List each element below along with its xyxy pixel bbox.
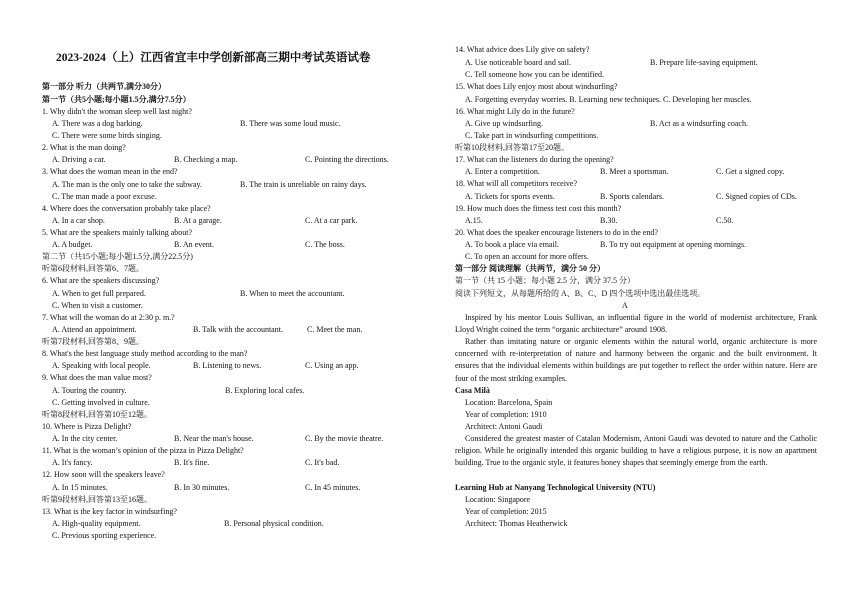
option-4c: C. At a car park. bbox=[305, 216, 358, 225]
option-2a: A. Driving a car. bbox=[52, 155, 106, 164]
option-7b: B. Talk with the accountant. bbox=[193, 325, 283, 334]
part2-heading: 第一部分 阅读理解（共两节，满分 50 分） bbox=[455, 264, 605, 273]
option-4b: B. At a garage. bbox=[174, 216, 222, 225]
option-14c: C. Tell someone how you can be identified. bbox=[465, 70, 605, 79]
option-16c: C. Take part in windsurfing competitions. bbox=[465, 131, 599, 140]
option-8a: A. Speaking with local people. bbox=[52, 361, 151, 370]
option-16b: B. Act as a windsurfing coach. bbox=[650, 119, 748, 128]
option-1a: A. There was a dog barking. bbox=[52, 119, 143, 128]
material-10: 听第10段材料,回答第17至20题。 bbox=[455, 143, 569, 152]
option-9a: A. Touring the country. bbox=[52, 386, 127, 395]
option-2b: B. Checking a map. bbox=[174, 155, 238, 164]
material-8: 听第8段材料,回答第10至12题。 bbox=[42, 410, 152, 419]
question-9: 9. What does the man value most? bbox=[42, 373, 152, 382]
question-3: 3. What does the woman mean in the end? bbox=[42, 167, 178, 176]
option-17a: A. Enter a competition. bbox=[465, 167, 540, 176]
option-6b: B. When to meet the accountant. bbox=[240, 289, 345, 298]
option-18b: B. Sports calendars. bbox=[600, 192, 664, 201]
option-17c: C. Get a signed copy. bbox=[716, 167, 785, 176]
option-1c: C. There were some birds singing. bbox=[52, 131, 162, 140]
casa-mila-year: Year of completion: 1910 bbox=[465, 410, 547, 419]
option-1b: B. There was some loud music. bbox=[240, 119, 341, 128]
option-10b: B. Near the man's house. bbox=[174, 434, 254, 443]
option-2c: C. Pointing the directions. bbox=[305, 155, 389, 164]
question-17: 17. What can the listeners do during the opening? bbox=[455, 155, 614, 164]
question-12: 12. How soon will the speakers leave? bbox=[42, 470, 165, 479]
question-16: 16. What might Lily do in the future? bbox=[455, 107, 575, 116]
passage-paragraph-1: Inspired by his mentor Louis Sullivan, an influential figure in the world of modernist architecture, Frank Lloyd Wright coined the term “organic architecture” around 1908. bbox=[455, 313, 817, 335]
option-8c: C. Using an app. bbox=[305, 361, 359, 370]
option-6c: C. When to visit a customer. bbox=[52, 301, 143, 310]
option-14a: A. Use noticeable board and sail. bbox=[465, 58, 571, 67]
question-4: 4. Where does the conversation probably take place? bbox=[42, 204, 211, 213]
option-13a: A. High-quality equipment. bbox=[52, 519, 141, 528]
question-19: 19. How much does the fitness test cost this month? bbox=[455, 204, 622, 213]
material-7: 听第7段材料,回答第8、9题。 bbox=[42, 337, 144, 346]
question-20: 20. What does the speaker encourage listeners to do in the end? bbox=[455, 228, 658, 237]
reading-instructions: 阅读下列短文，从每题所给的 A、B、C、D 四个选项中选出最佳选项。 bbox=[455, 289, 706, 298]
option-19c: C.50. bbox=[716, 216, 734, 225]
option-13c: C. Previous sporting experience. bbox=[52, 531, 157, 540]
option-7c: C. Meet the man. bbox=[307, 325, 363, 334]
option-14b: B. Prepare life-saving equipment. bbox=[650, 58, 758, 67]
option-5a: A. A budget. bbox=[52, 240, 93, 249]
option-9c: C. Getting involved in culture. bbox=[52, 398, 150, 407]
casa-mila-heading: Casa Milà bbox=[455, 386, 490, 395]
part1-heading: 第一部分 听力（共两节,满分30分） bbox=[42, 82, 166, 91]
option-18a: A. Tickets for sports events. bbox=[465, 192, 555, 201]
section1-heading: 第一节（共5小题;每小题1.5分,满分7.5分） bbox=[42, 95, 191, 104]
question-5: 5. What are the speakers mainly talking about? bbox=[42, 228, 193, 237]
option-10c: C. By the movie theatre. bbox=[305, 434, 384, 443]
options-15: A. Forgetting everyday worries. B. Learning new techniques. C. Developing her muscles. bbox=[465, 95, 752, 104]
section2-heading: 第二节（共15小题;每小题1.5分,满分22.5分) bbox=[42, 252, 193, 261]
ntu-year: Year of completion: 2015 bbox=[465, 507, 547, 516]
option-11c: C. It's bad. bbox=[305, 458, 340, 467]
reading-section-heading: 第一节（共 15 小题；每小题 2.5 分，满分 37.5 分） bbox=[455, 276, 635, 285]
casa-mila-location: Location: Barcelona, Spain bbox=[465, 398, 553, 407]
option-12c: C. In 45 minutes. bbox=[305, 483, 361, 492]
option-3b: B. The train is unreliable on rainy days. bbox=[240, 180, 367, 189]
question-10: 10. Where is Pizza Delight? bbox=[42, 422, 132, 431]
option-5c: C. The boss. bbox=[305, 240, 345, 249]
option-16a: A. Give up windsurfing. bbox=[465, 119, 543, 128]
question-7: 7. What will the woman do at 2:30 p. m.? bbox=[42, 313, 175, 322]
ntu-location: Location: Singapore bbox=[465, 495, 531, 504]
option-7a: A. Attend an appointment. bbox=[52, 325, 137, 334]
option-12b: B. In 30 minutes. bbox=[174, 483, 230, 492]
option-17b: B. Meet a sportsman. bbox=[600, 167, 669, 176]
option-9b: B. Exploring local cafes. bbox=[225, 386, 305, 395]
ntu-architect: Architect: Thomas Heatherwick bbox=[465, 519, 568, 528]
option-20b: B. To try out equipment at opening mornings. bbox=[600, 240, 747, 249]
question-1: 1. Why didn't the woman sleep well last night? bbox=[42, 107, 192, 116]
passage-label: A bbox=[622, 301, 628, 310]
ntu-heading: Learning Hub at Nanyang Technological University (NTU) bbox=[455, 483, 656, 492]
question-8: 8. What's the best language study method according to the man? bbox=[42, 349, 248, 358]
option-4a: A. In a car shop. bbox=[52, 216, 105, 225]
question-15: 15. What does Lily enjoy most about windsurfing? bbox=[455, 82, 618, 91]
option-20c: C. To open an account for more offers. bbox=[465, 252, 589, 261]
question-11: 11. What is the woman’s opinion of the pizza in Pizza Delight? bbox=[42, 446, 244, 455]
option-19b: B.30. bbox=[600, 216, 618, 225]
question-18: 18. What will all competitors receive? bbox=[455, 179, 578, 188]
option-3c: C. The man made a poor excuse. bbox=[52, 192, 157, 201]
option-10a: A. In the city center. bbox=[52, 434, 118, 443]
question-13: 13. What is the key factor in windsurfing? bbox=[42, 507, 177, 516]
option-3a: A. The man is the only one to take the subway. bbox=[52, 180, 202, 189]
casa-mila-architect: Architect: Antoni Gaudi bbox=[465, 422, 543, 431]
option-11a: A. It's fancy. bbox=[52, 458, 93, 467]
option-5b: B. An event. bbox=[174, 240, 214, 249]
passage-paragraph-2: Rather than imitating nature or organic elements within the natural world, organic architecture is more concerned with re-interpretation of nature and harmony between the organic and the built environment. It ensures that the individual elements within buildings are put together to reflect the order within nature. Here are four of the most striking examples. bbox=[455, 337, 817, 383]
option-20a: A. To book a place via email. bbox=[465, 240, 559, 249]
option-11b: B. It's fine. bbox=[174, 458, 210, 467]
material-9: 听第9段材料,回答第13至16题。 bbox=[42, 495, 152, 504]
option-8b: B. Listening to news. bbox=[193, 361, 262, 370]
option-19a: A.15. bbox=[465, 216, 483, 225]
question-14: 14. What advice does Lily give on safety? bbox=[455, 45, 590, 54]
passage-paragraph-3: Considered the greatest master of Catalan Modernism, Antoni Gaudi was devoted to nature and the Catholic religion. While he originally intended this organic building to have a religious purpose, it is now an apartment building. True to the organic style, it features honey shapes that seemingly emerge from the earth. bbox=[455, 434, 817, 468]
question-2: 2. What is the man doing? bbox=[42, 143, 126, 152]
option-13b: B. Personal physical condition. bbox=[224, 519, 324, 528]
option-12a: A. In 15 minutes. bbox=[52, 483, 108, 492]
option-6a: A. When to get full prepared. bbox=[52, 289, 146, 298]
exam-title: 2023-2024（上）江西省宜丰中学创新部高三期中考试英语试卷 bbox=[56, 52, 371, 64]
option-18c: C. Signed copies of CDs. bbox=[716, 192, 797, 201]
question-6: 6. What are the speakers discussing? bbox=[42, 276, 160, 285]
material-6: 听第6段材料,回答第6、7题。 bbox=[42, 264, 144, 273]
